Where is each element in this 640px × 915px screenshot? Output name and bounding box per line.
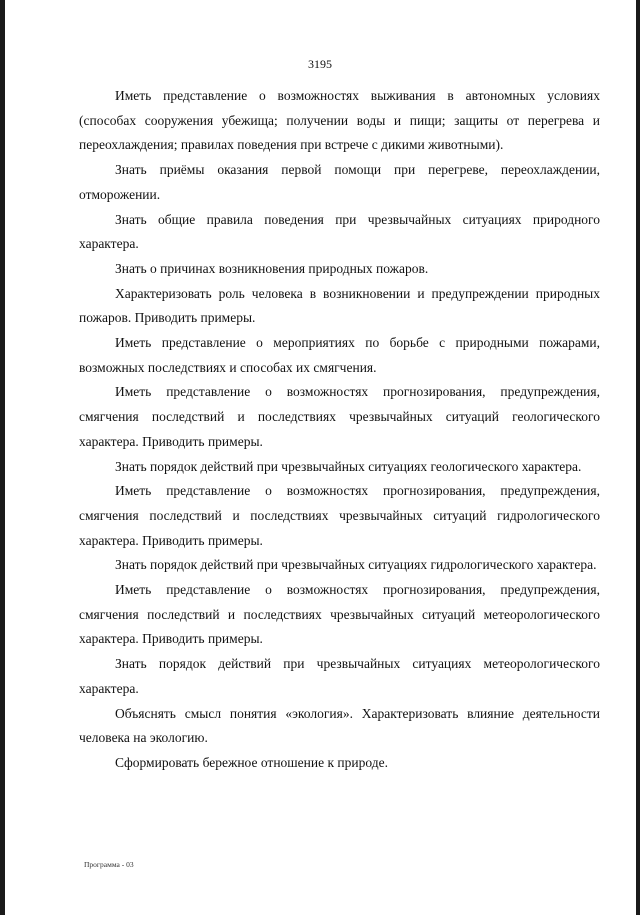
paragraph: Знать порядок действий при чрезвычайных ситуациях гидрологического характера. — [115, 557, 597, 573]
scan-edge-left — [0, 0, 5, 915]
paragraph: Сформировать бережное отношение к природе. — [115, 754, 388, 770]
paragraph: Знать общие правила поведения при чрезвычайных ситуациях природного характера. — [79, 211, 600, 252]
paragraph: Знать порядок действий при чрезвычайных ситуациях метеорологического характера. — [79, 656, 600, 696]
scan-edge-right — [636, 0, 640, 915]
paragraph: Знать о причинах возникновения природных пожаров. — [115, 260, 429, 276]
page-number: 3195 — [308, 57, 332, 71]
paragraph: Иметь представление о возможностях прогнозирования, предупреждения, смягчения последствий и последствиях чрезвычайных ситуаций метеорологического характера. Приводить примеры. — [79, 582, 600, 647]
paragraph: Иметь представление о мероприятиях по борьбе с природными пожарами, возможных последствиях и способах их смягчения. — [79, 335, 600, 375]
footer-note: Программа - 03 — [84, 860, 134, 869]
paragraph: Иметь представление о возможностях выживания в автономных условиях (способах сооружения убежища; получении воды и пищи; защиты от перегрева и переохлаждения; правилах поведения при встрече с дикими животными). — [79, 88, 600, 153]
paragraph: Объяснять смысл понятия «экология». Характеризовать влияние деятельности человека на экологию. — [79, 705, 600, 746]
paragraph: Характеризовать роль человека в возникновении и предупреждении природных пожаров. Приводить примеры. — [79, 285, 600, 326]
paragraph: Иметь представление о возможностях прогнозирования, предупреждения, смягчения последствий и последствиях чрезвычайных ситуаций гидрологического характера. Приводить примеры. — [79, 483, 600, 548]
paragraph: Знать приёмы оказания первой помощи при перегреве, переохлаждении, отморожении. — [79, 162, 600, 202]
paragraph: Иметь представление о возможностях прогнозирования, предупреждения, смягчения последствий и последствиях чрезвычайных ситуаций геологического характера. Приводить примеры. — [79, 384, 600, 449]
paragraph: Знать порядок действий при чрезвычайных ситуациях геологического характера. — [115, 458, 582, 474]
document-body — [79, 84, 600, 776]
